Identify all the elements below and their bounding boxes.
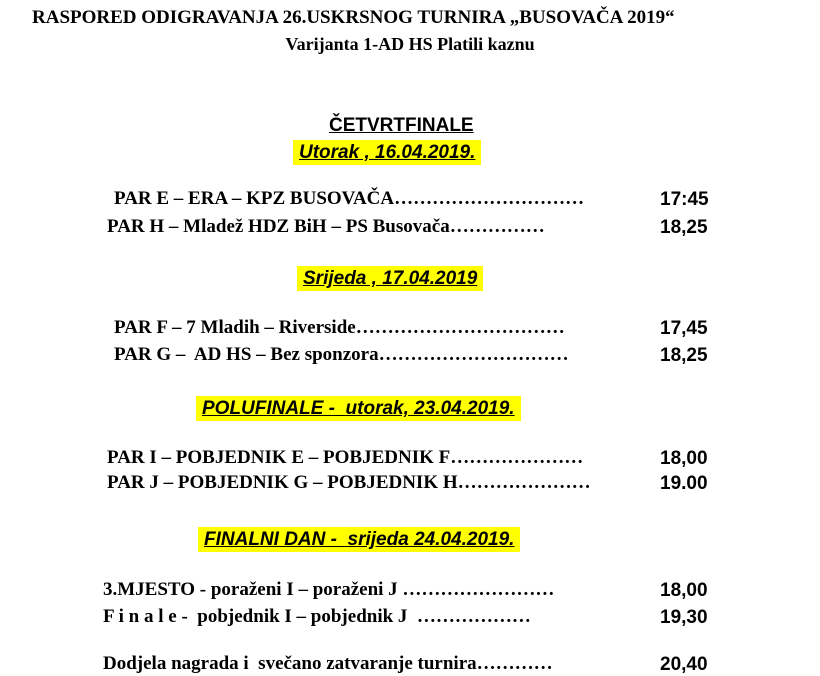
quarterfinal-day2-date: Srijeda , 17.04.2019: [297, 266, 483, 291]
match-row: PAR G – AD HS – Bez sponzora…………………………: [114, 344, 569, 365]
closing-ceremony: Dodjela nagrada i svečano zatvaranje turnira…………: [103, 653, 553, 674]
match-row: PAR I – POBJEDNIK E – POBJEDNIK F…………………: [107, 447, 584, 468]
match-time: 17:45: [660, 189, 709, 210]
match-row: PAR F – 7 Mladih – Riverside……………………………: [114, 317, 565, 338]
match-time: 17,45: [660, 318, 708, 339]
match-row: F i n a l e - pobjednik I – pobjednik J ………………: [103, 606, 531, 627]
semifinal-heading: POLUFINALE - utorak, 23.04.2019.: [196, 396, 521, 421]
quarterfinal-day1-date: Utorak , 16.04.2019.: [293, 140, 481, 165]
match-row: 3.MJESTO - poraženi I – poraženi J ……………………: [103, 579, 555, 600]
match-time: 18,00: [660, 580, 708, 601]
match-time: 19,30: [660, 607, 708, 628]
match-row: PAR E – ERA – KPZ BUSOVAČA…………………………: [114, 188, 585, 209]
match-time: 18,25: [660, 217, 708, 238]
final-day-heading: FINALNI DAN - srijeda 24.04.2019.: [198, 527, 520, 552]
match-time: 19.00: [660, 473, 708, 494]
quarterfinal-heading: ČETVRTFINALE: [329, 115, 474, 136]
document-title: RASPORED ODIGRAVANJA 26.USKRSNOG TURNIRA „BUSOVAČA 2019“: [32, 7, 675, 28]
document-subtitle: Varijanta 1-AD HS Platili kaznu: [285, 34, 535, 54]
match-row: PAR H – Mladež HDZ BiH – PS Busovača……………: [107, 216, 545, 237]
match-time: 18,25: [660, 345, 708, 366]
match-row: PAR J – POBJEDNIK G – POBJEDNIK H…………………: [107, 472, 591, 493]
closing-time: 20,40: [660, 654, 708, 675]
match-time: 18,00: [660, 448, 708, 469]
